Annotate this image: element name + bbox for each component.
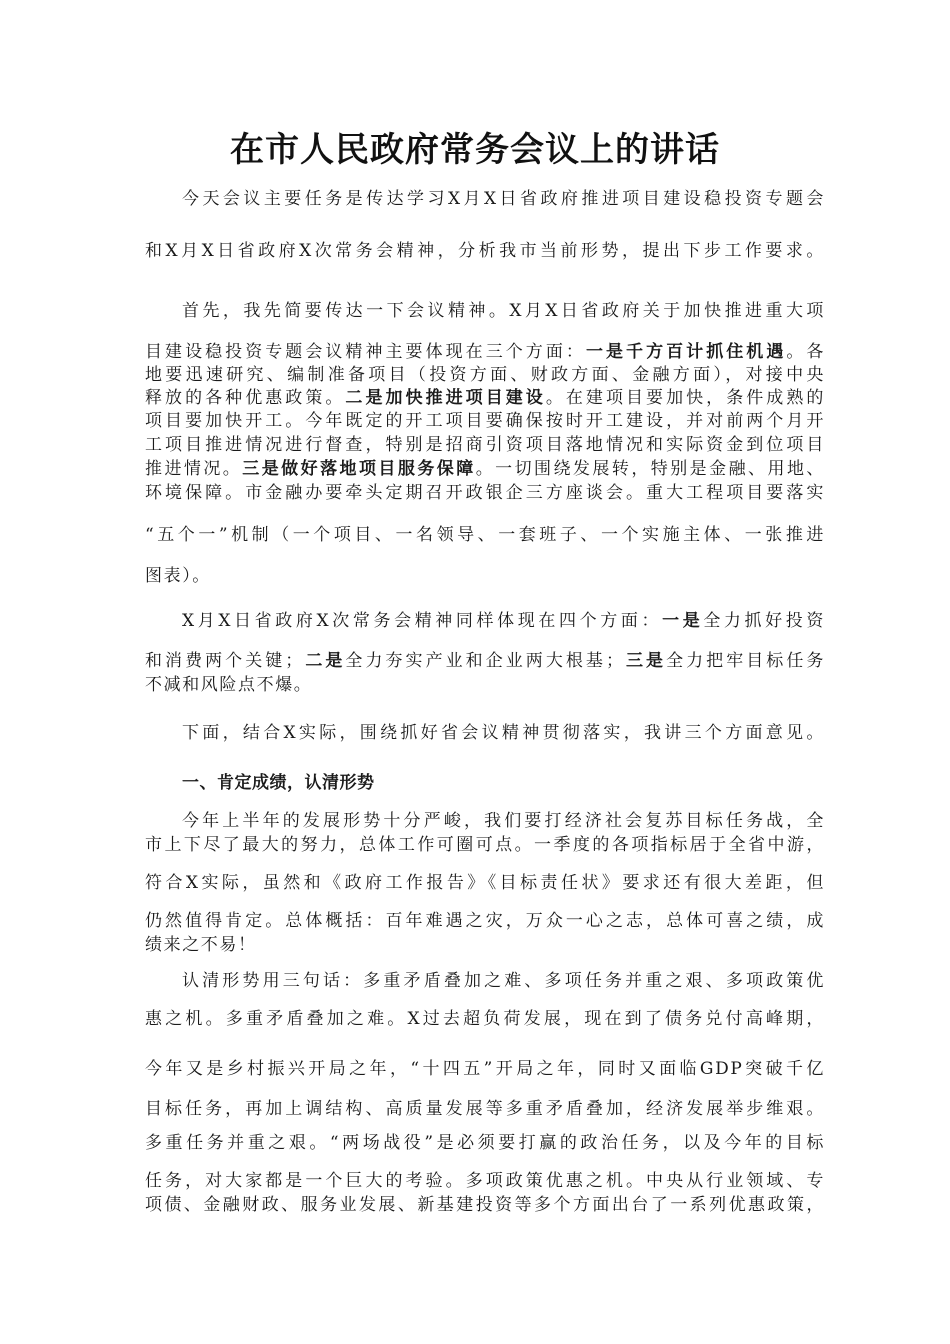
text-run: 。在建项目要加快，条件成熟的 [545, 388, 825, 408]
section-heading-1: 一、肯定成绩，认清形势 [182, 773, 375, 793]
paragraph-2-line-4 [145, 387, 825, 409]
paragraph-2-line-1: 首先，我先简要传达一下会议精神。X月X日省政府关于加快推进重大项 [182, 301, 825, 321]
bold-point-1: 一是千方百计抓住机遇 [585, 342, 787, 362]
paragraph-2-line-3: 地要迅速研究、编制准备项目（投资方面、财政方面、金融方面），对接中央 [145, 365, 825, 385]
paragraph-6-line-7: 项债、金融财政、服务业发展、新基建投资等多个方面出台了一系列优惠政策， [145, 1195, 825, 1215]
paragraph-2-line-9: “五个一”机制（一个项目、一名领导、一套班子、一个实施主体、一张推进 [145, 525, 825, 545]
paragraph-6-line-2: 惠之机。多重矛盾叠加之难。X过去超负荷发展，现在到了债务兑付高峰期， [145, 1009, 825, 1029]
paragraph-3-line-2 [145, 650, 825, 672]
paragraph-6-line-4: 目标任务，再加上调结构、高质量发展等多重矛盾叠加，经济发展举步维艰。 [145, 1099, 825, 1119]
paragraph-1-line-2: 和X月X日省政府X次常务会精神，分析我市当前形势，提出下步工作要求。 [145, 241, 825, 261]
paragraph-2-line-8: 环境保障。市金融办要牵头定期召开政银企三方座谈会。重大工程项目要落实 [145, 483, 825, 503]
bold-marker: 二是 [303, 651, 346, 671]
paragraph-5-line-5: 绩来之不易！ [145, 935, 257, 955]
text-run: 全力把牢目标任务 [666, 651, 825, 671]
paragraph-2-line-2 [145, 341, 825, 363]
text-run: 全力夯实产业和企业两大根基； [345, 651, 625, 671]
bold-point-2: 二是加快推进项目建设 [345, 388, 546, 408]
text-run: 目建设稳投资专题会议精神主要体现在三个方面： [145, 342, 586, 362]
document-title: 在市人民政府常务会议上的讲话 [230, 130, 720, 170]
text-run: X月X日省政府X次常务会精神同样体现在四个方面： [182, 611, 663, 631]
paragraph-5-line-3: 符合X实际，虽然和《政府工作报告》《目标责任状》要求还有很大差距，但 [145, 873, 825, 893]
text-run: 。一切围绕发展转，特别是金融、用地、 [475, 459, 825, 479]
paragraph-6-line-3: 今年又是乡村振兴开局之年，“十四五”开局之年，同时又面临GDP突破千亿 [145, 1059, 825, 1079]
paragraph-6-line-1: 认清形势用三句话：多重矛盾叠加之难、多项任务并重之艰、多项政策优 [182, 971, 825, 991]
paragraph-2-line-6: 工项目推进情况进行督查，特别是招商引资项目落地情况和实际资金到位项目 [145, 435, 825, 455]
paragraph-2-line-10: 图表）。 [145, 566, 211, 586]
paragraph-2-line-7 [145, 458, 825, 480]
paragraph-5-line-4: 仍然值得肯定。总体概括：百年难遇之灾，万众一心之志，总体可喜之绩，成 [145, 911, 825, 931]
text-run: 释放的各种优惠政策。 [145, 388, 346, 408]
paragraph-2-line-5: 项目要加快开工。今年既定的开工项目要确保按时开工建设，并对前两个月开 [145, 411, 825, 431]
paragraph-5-line-1: 今年上半年的发展形势十分严峻，我们要打经济社会复苏目标任务战，全 [182, 811, 825, 831]
paragraph-5-line-2: 市上下尽了最大的努力，总体工作可圈可点。一季度的各项指标居于全省中游， [145, 835, 825, 855]
paragraph-3-line-3: 不减和风险点不爆。 [145, 675, 313, 695]
paragraph-6-line-5: 多重任务并重之艰。“两场战役”是必须要打赢的政治任务，以及今年的目标 [145, 1133, 825, 1153]
text-run: 。各 [786, 342, 826, 362]
paragraph-3-line-1 [182, 610, 825, 632]
bold-point-3: 三是做好落地项目服务保障 [242, 459, 476, 479]
text-run: 全力抓好投资 [703, 611, 825, 631]
paragraph-4-line-1: 下面，结合X实际，围绕抓好省会议精神贯彻落实，我讲三个方面意见。 [182, 723, 825, 743]
bold-marker: 一是 [662, 611, 704, 631]
bold-marker: 三是 [624, 651, 667, 671]
text-run: 和消费两个关键； [145, 651, 304, 671]
paragraph-6-line-6: 任务，对大家都是一个巨大的考验。多项政策优惠之机。中央从行业领域、专 [145, 1171, 825, 1191]
text-run: 推进情况。 [145, 459, 243, 479]
paragraph-1-line-1: 今天会议主要任务是传达学习X月X日省政府推进项目建设稳投资专题会 [182, 189, 825, 209]
